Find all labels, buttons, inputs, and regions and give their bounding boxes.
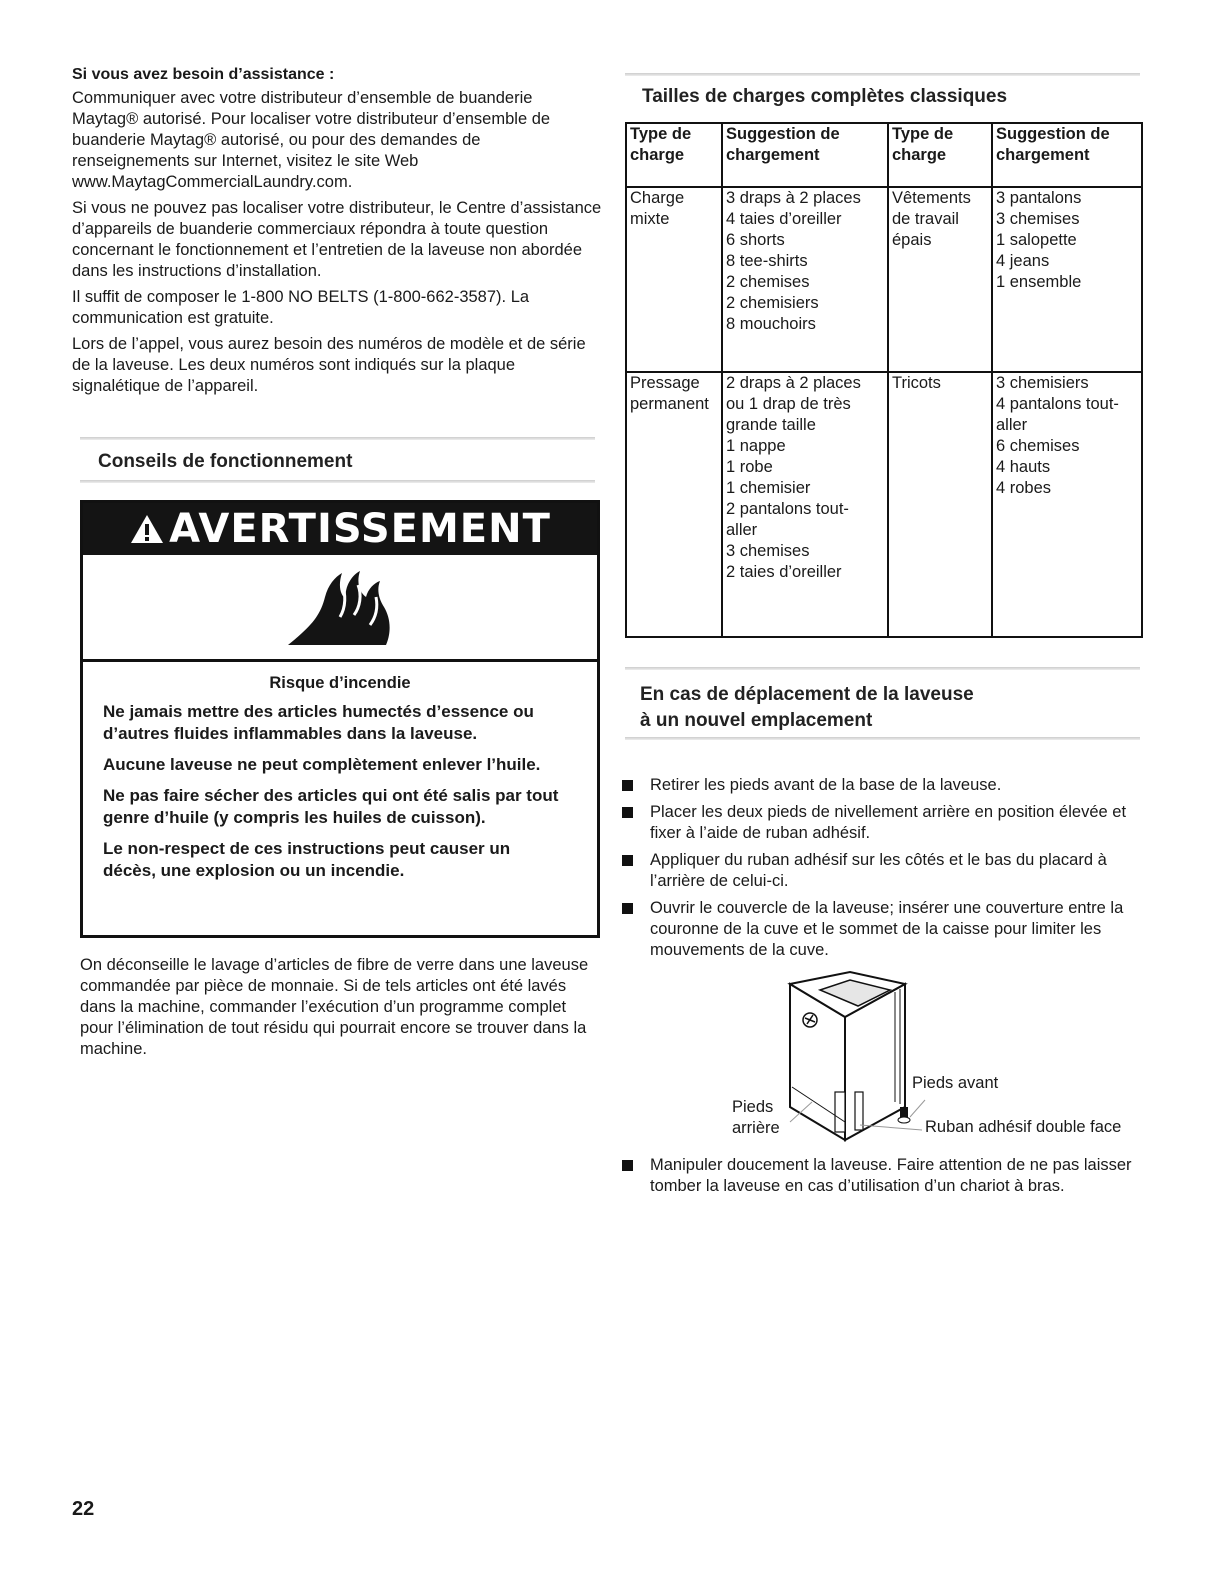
list-item-text: Ouvrir le couvercle de la laveuse; insérer une couverture entre la couronne de la cuve et le sommet de la caisse pour limiter les mouvements de la cuve.	[650, 899, 1124, 959]
cell-line: 1 robe	[726, 458, 773, 476]
cell-line: Vêtements	[892, 189, 971, 207]
cell-line: 4 pantalons tout-	[996, 395, 1119, 413]
cell-line: 1 ensemble	[996, 273, 1082, 291]
front-feet-label: Pieds avant	[912, 1074, 999, 1092]
table-row	[626, 187, 1142, 372]
list-item-text: Appliquer du ruban adhésif sur les côtés et le bas du placard à l’arrière de celui-ci.	[650, 851, 1107, 890]
cell-line: 1 salopette	[996, 231, 1077, 249]
list-item-text: Placer les deux pieds de nivellement arrière en position élevée et fixer à l’aide de ruban adhésif.	[650, 803, 1127, 842]
page-number: 22	[72, 1498, 95, 1520]
table-cell	[626, 372, 722, 637]
table-row	[626, 372, 1142, 637]
warning-body	[83, 662, 597, 882]
deplacement-title	[640, 682, 974, 734]
deplacement-title-line-1: En cas de déplacement de la laveuse	[640, 684, 974, 705]
deplacement-bottom-rule	[625, 737, 1140, 740]
cell-line: aller	[996, 416, 1028, 434]
deplacement-title-line-2: à un nouvel emplacement	[640, 710, 873, 731]
table-cell	[888, 372, 992, 637]
list-item	[622, 1155, 1142, 1197]
cell-line: permanent	[630, 395, 709, 413]
tailles-top-rule	[625, 73, 1140, 76]
table-header: Suggestion de chargement	[722, 123, 888, 187]
warning-risk-title: Risque d’incendie	[269, 674, 411, 692]
cell-line: 4 hauts	[996, 458, 1051, 476]
cell-line: 8 tee-shirts	[726, 252, 808, 270]
assistance-paragraph-2: Si vous ne pouvez pas localiser votre distributeur, le Centre d’assistance d’appareils de buanderie commerciaux répondra à toute question concernant le fonctionnement et l’entretien de la laveuse non abordée dans les instructions d’installation.	[72, 199, 602, 280]
table-header: Type de charge	[888, 123, 992, 187]
list-item-text: Retirer les pieds avant de la base de la laveuse.	[650, 776, 1002, 794]
deplacement-top-rule	[625, 667, 1140, 670]
cell-line: Pressage	[630, 374, 700, 392]
warning-statement-1: Ne jamais mettre des articles humectés d’essence ou d’autres fluides inflammables dans la laveuse.	[103, 702, 534, 743]
cell-line: 2 chemises	[726, 273, 810, 291]
cell-line: 2 pantalons tout-	[726, 500, 849, 518]
bullet-square-icon	[622, 903, 633, 914]
list-item	[622, 775, 1142, 796]
cell-line: épais	[892, 231, 932, 249]
cell-line: 2 chemisiers	[726, 294, 819, 312]
fire-icon	[280, 567, 400, 647]
cell-line: 1 chemisier	[726, 479, 811, 497]
assistance-paragraph-1: Communiquer avec votre distributeur d’ensemble de buanderie Maytag® autorisé. Pour localiser votre distributeur d’ensemble de buanderie Maytag® autorisé, ou pour des demandes de renseignements sur Internet, visitez le site Web www.MaytagCommercialLaundry.com.	[72, 89, 551, 191]
conseils-top-rule	[80, 437, 595, 440]
cell-line: 1 nappe	[726, 437, 786, 455]
fiberglass-note: On déconseille le lavage d’articles de fibre de verre dans une laveuse commandée par pièce de monnaie. Si de tels articles ont été lavés dans la machine, commander l’exécution d’un programme complet pour l’élimination de tout résidu qui pourrait encore se trouver dans la machine.	[80, 956, 589, 1058]
warning-header	[83, 503, 597, 555]
cell-line: 2 draps à 2 places	[726, 374, 861, 392]
load-size-table	[625, 122, 1143, 638]
bullet-square-icon	[622, 780, 633, 791]
warning-triangle-icon	[129, 513, 165, 545]
cell-line: 4 jeans	[996, 252, 1050, 270]
table-cell	[888, 187, 992, 372]
assistance-paragraph-3: Il suffit de composer le 1-800 NO BELTS (1-800-662-3587). La communication est gratuite.	[72, 288, 530, 327]
warning-box	[80, 500, 600, 938]
moving-steps-list	[622, 775, 1142, 967]
cell-line: grande taille	[726, 416, 816, 434]
warning-icon-area	[83, 555, 597, 662]
rear-feet-label-line-2: arrière	[732, 1119, 780, 1137]
bullet-square-icon	[622, 1160, 633, 1171]
table-header: Type de charge	[626, 123, 722, 187]
conseils-title: Conseils de fonctionnement	[98, 451, 353, 472]
cell-line: 3 pantalons	[996, 189, 1082, 207]
list-item	[622, 802, 1142, 844]
cell-line: 6 chemises	[996, 437, 1080, 455]
cell-line: 2 taies d’oreiller	[726, 563, 842, 581]
cell-line: 3 chemises	[996, 210, 1080, 228]
cell-line: 8 mouchoirs	[726, 315, 816, 333]
bullet-square-icon	[622, 807, 633, 818]
assistance-paragraph-4: Lors de l’appel, vous aurez besoin des numéros de modèle et de série de la laveuse. Les deux numéros sont indiqués sur la plaque signalétique de l’appareil.	[72, 335, 586, 395]
cell-line: aller	[726, 521, 758, 539]
list-item	[622, 850, 1142, 892]
rear-feet-label-line-1: Pieds	[732, 1098, 774, 1116]
table-cell	[626, 187, 722, 372]
warning-header-text: AVERTISSEMENT	[169, 506, 551, 552]
cell-line: 3 draps à 2 places	[726, 189, 861, 207]
assistance-section	[72, 64, 602, 397]
cell-line: Tricots	[892, 374, 941, 392]
conseils-bottom-rule	[80, 480, 595, 483]
cell-line: 4 taies d’oreiller	[726, 210, 842, 228]
list-item	[622, 898, 1142, 961]
tape-label: Ruban adhésif double face	[925, 1118, 1122, 1136]
cell-line: ou 1 drap de très	[726, 395, 851, 413]
list-item-text: Manipuler doucement la laveuse. Faire attention de ne pas laisser tomber la laveuse en cas d’utilisation d’un chariot à bras.	[650, 1156, 1132, 1195]
cell-line: de travail	[892, 210, 959, 228]
warning-statement-4: Le non-respect de ces instructions peut causer un décès, une explosion ou un incendie.	[103, 839, 511, 880]
bullet-square-icon	[622, 855, 633, 866]
table-cell	[992, 372, 1142, 637]
table-cell	[722, 372, 888, 637]
cell-line: 3 chemisiers	[996, 374, 1089, 392]
table-header-row	[626, 123, 1142, 187]
cell-line: 4 robes	[996, 479, 1052, 497]
cell-line: Charge	[630, 189, 685, 207]
warning-statement-2: Aucune laveuse ne peut complètement enlever l’huile.	[103, 755, 541, 774]
cell-line: 6 shorts	[726, 231, 785, 249]
cell-line: 3 chemises	[726, 542, 810, 560]
moving-last-step	[622, 1155, 1142, 1203]
cell-line: mixte	[630, 210, 670, 228]
table-header: Suggestion de chargement	[992, 123, 1142, 187]
table-cell	[722, 187, 888, 372]
tailles-title: Tailles de charges complètes classiques	[642, 86, 1008, 107]
warning-statement-3: Ne pas faire sécher des articles qui ont été salis par tout genre d’huile (y compris les huiles de cuisson).	[103, 786, 559, 827]
table-cell	[992, 187, 1142, 372]
assistance-heading: Si vous avez besoin d’assistance :	[72, 66, 335, 83]
